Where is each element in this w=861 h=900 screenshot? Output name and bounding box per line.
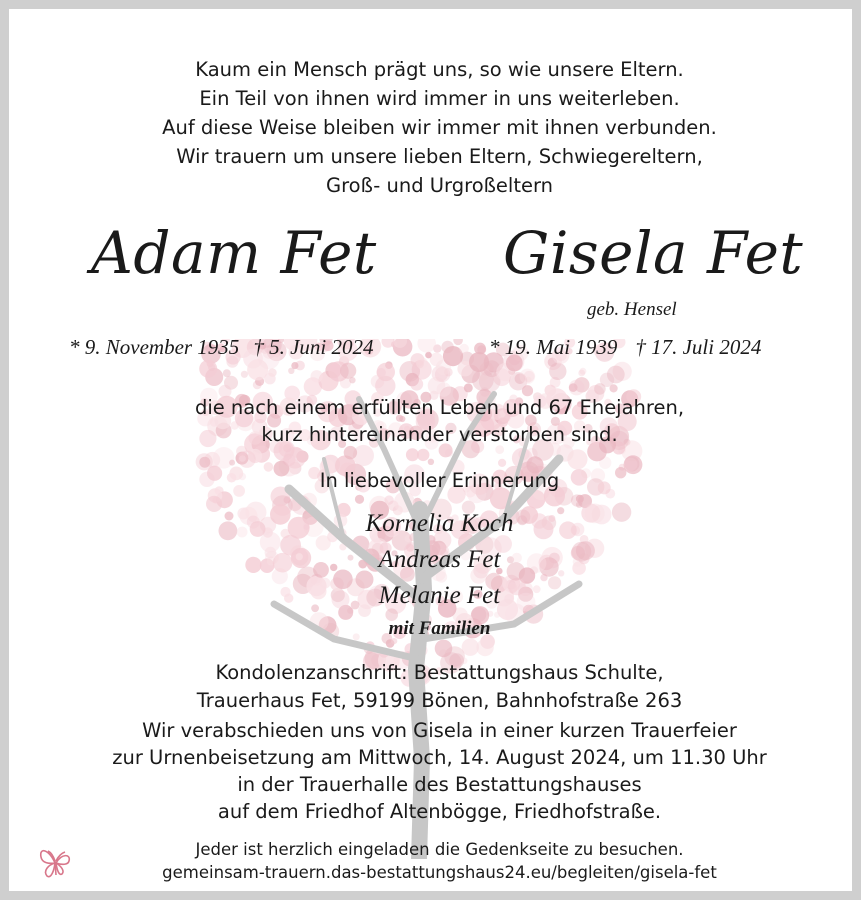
poem-line: Ein Teil von ihnen wird immer in uns weiterleben. (199, 87, 680, 110)
ceremony-line: Wir verabschieden uns von Gisela in einer kurzen Trauerfeier (142, 719, 737, 742)
birth-date: * 9. November 1935 (69, 335, 240, 359)
opening-poem (9, 55, 861, 200)
condolence-address (9, 659, 861, 715)
butterfly-icon (35, 841, 77, 881)
death-date: † 17. Juli 2024 (635, 335, 762, 359)
birth-date: * 19. Mai 1939 (489, 335, 618, 359)
poem-line: Kaum ein Mensch prägt uns, so wie unsere Eltern. (195, 58, 684, 81)
poem-line: Wir trauern um unsere lieben Eltern, Schwiegereltern, (176, 145, 703, 168)
memorial-url[interactable]: gemeinsam-trauern.das-bestattungshaus24.eu/begleiten/gisela-fet (162, 863, 717, 882)
mourner-name: Andreas Fet (378, 546, 501, 573)
address-line: Trauerhaus Fet, 59199 Bönen, Bahnhofstraße 263 (196, 689, 683, 712)
deceased-name-adam: Adam Fet (91, 219, 377, 287)
visit-text: Jeder ist herzlich eingeladen die Gedenkseite zu besuchen. (195, 840, 684, 859)
mourner-name: Kornelia Koch (365, 510, 514, 537)
ceremony-line: in der Trauerhalle des Bestattungshauses (237, 773, 642, 796)
life-line: kurz hintereinander verstorben sind. (261, 423, 618, 446)
deceased-name-gisela: Gisela Fet (503, 219, 804, 287)
death-date: † 5. Juni 2024 (253, 335, 374, 359)
ceremony-line: zur Urnenbeisetzung am Mittwoch, 14. August 2024, um 11.30 Uhr (112, 746, 767, 769)
poem-line: Groß- und Urgroßeltern (325, 174, 554, 197)
mourner-name: Melanie Fet (378, 582, 501, 609)
ceremony-info (9, 717, 861, 825)
life-line: die nach einem erfüllten Leben und 67 Ehejahren, (194, 396, 685, 419)
memory-label: In liebevoller Erinnerung (319, 469, 560, 492)
memorial-page-note (9, 838, 861, 884)
address-line: Kondolenzanschrift: Bestattungshaus Schulte, (215, 661, 664, 684)
mourners-list (9, 506, 861, 644)
dates-gisela (489, 335, 761, 360)
maiden-name: geb. Hensel (587, 299, 677, 320)
life-text (9, 394, 861, 448)
dates-adam (69, 335, 373, 360)
mourners-suffix: mit Familien (388, 618, 491, 639)
poem-line: Auf diese Weise bleiben wir immer mit ihnen verbunden. (162, 116, 717, 139)
ceremony-line: auf dem Friedhof Altenbögge, Friedhofstraße. (217, 800, 662, 823)
